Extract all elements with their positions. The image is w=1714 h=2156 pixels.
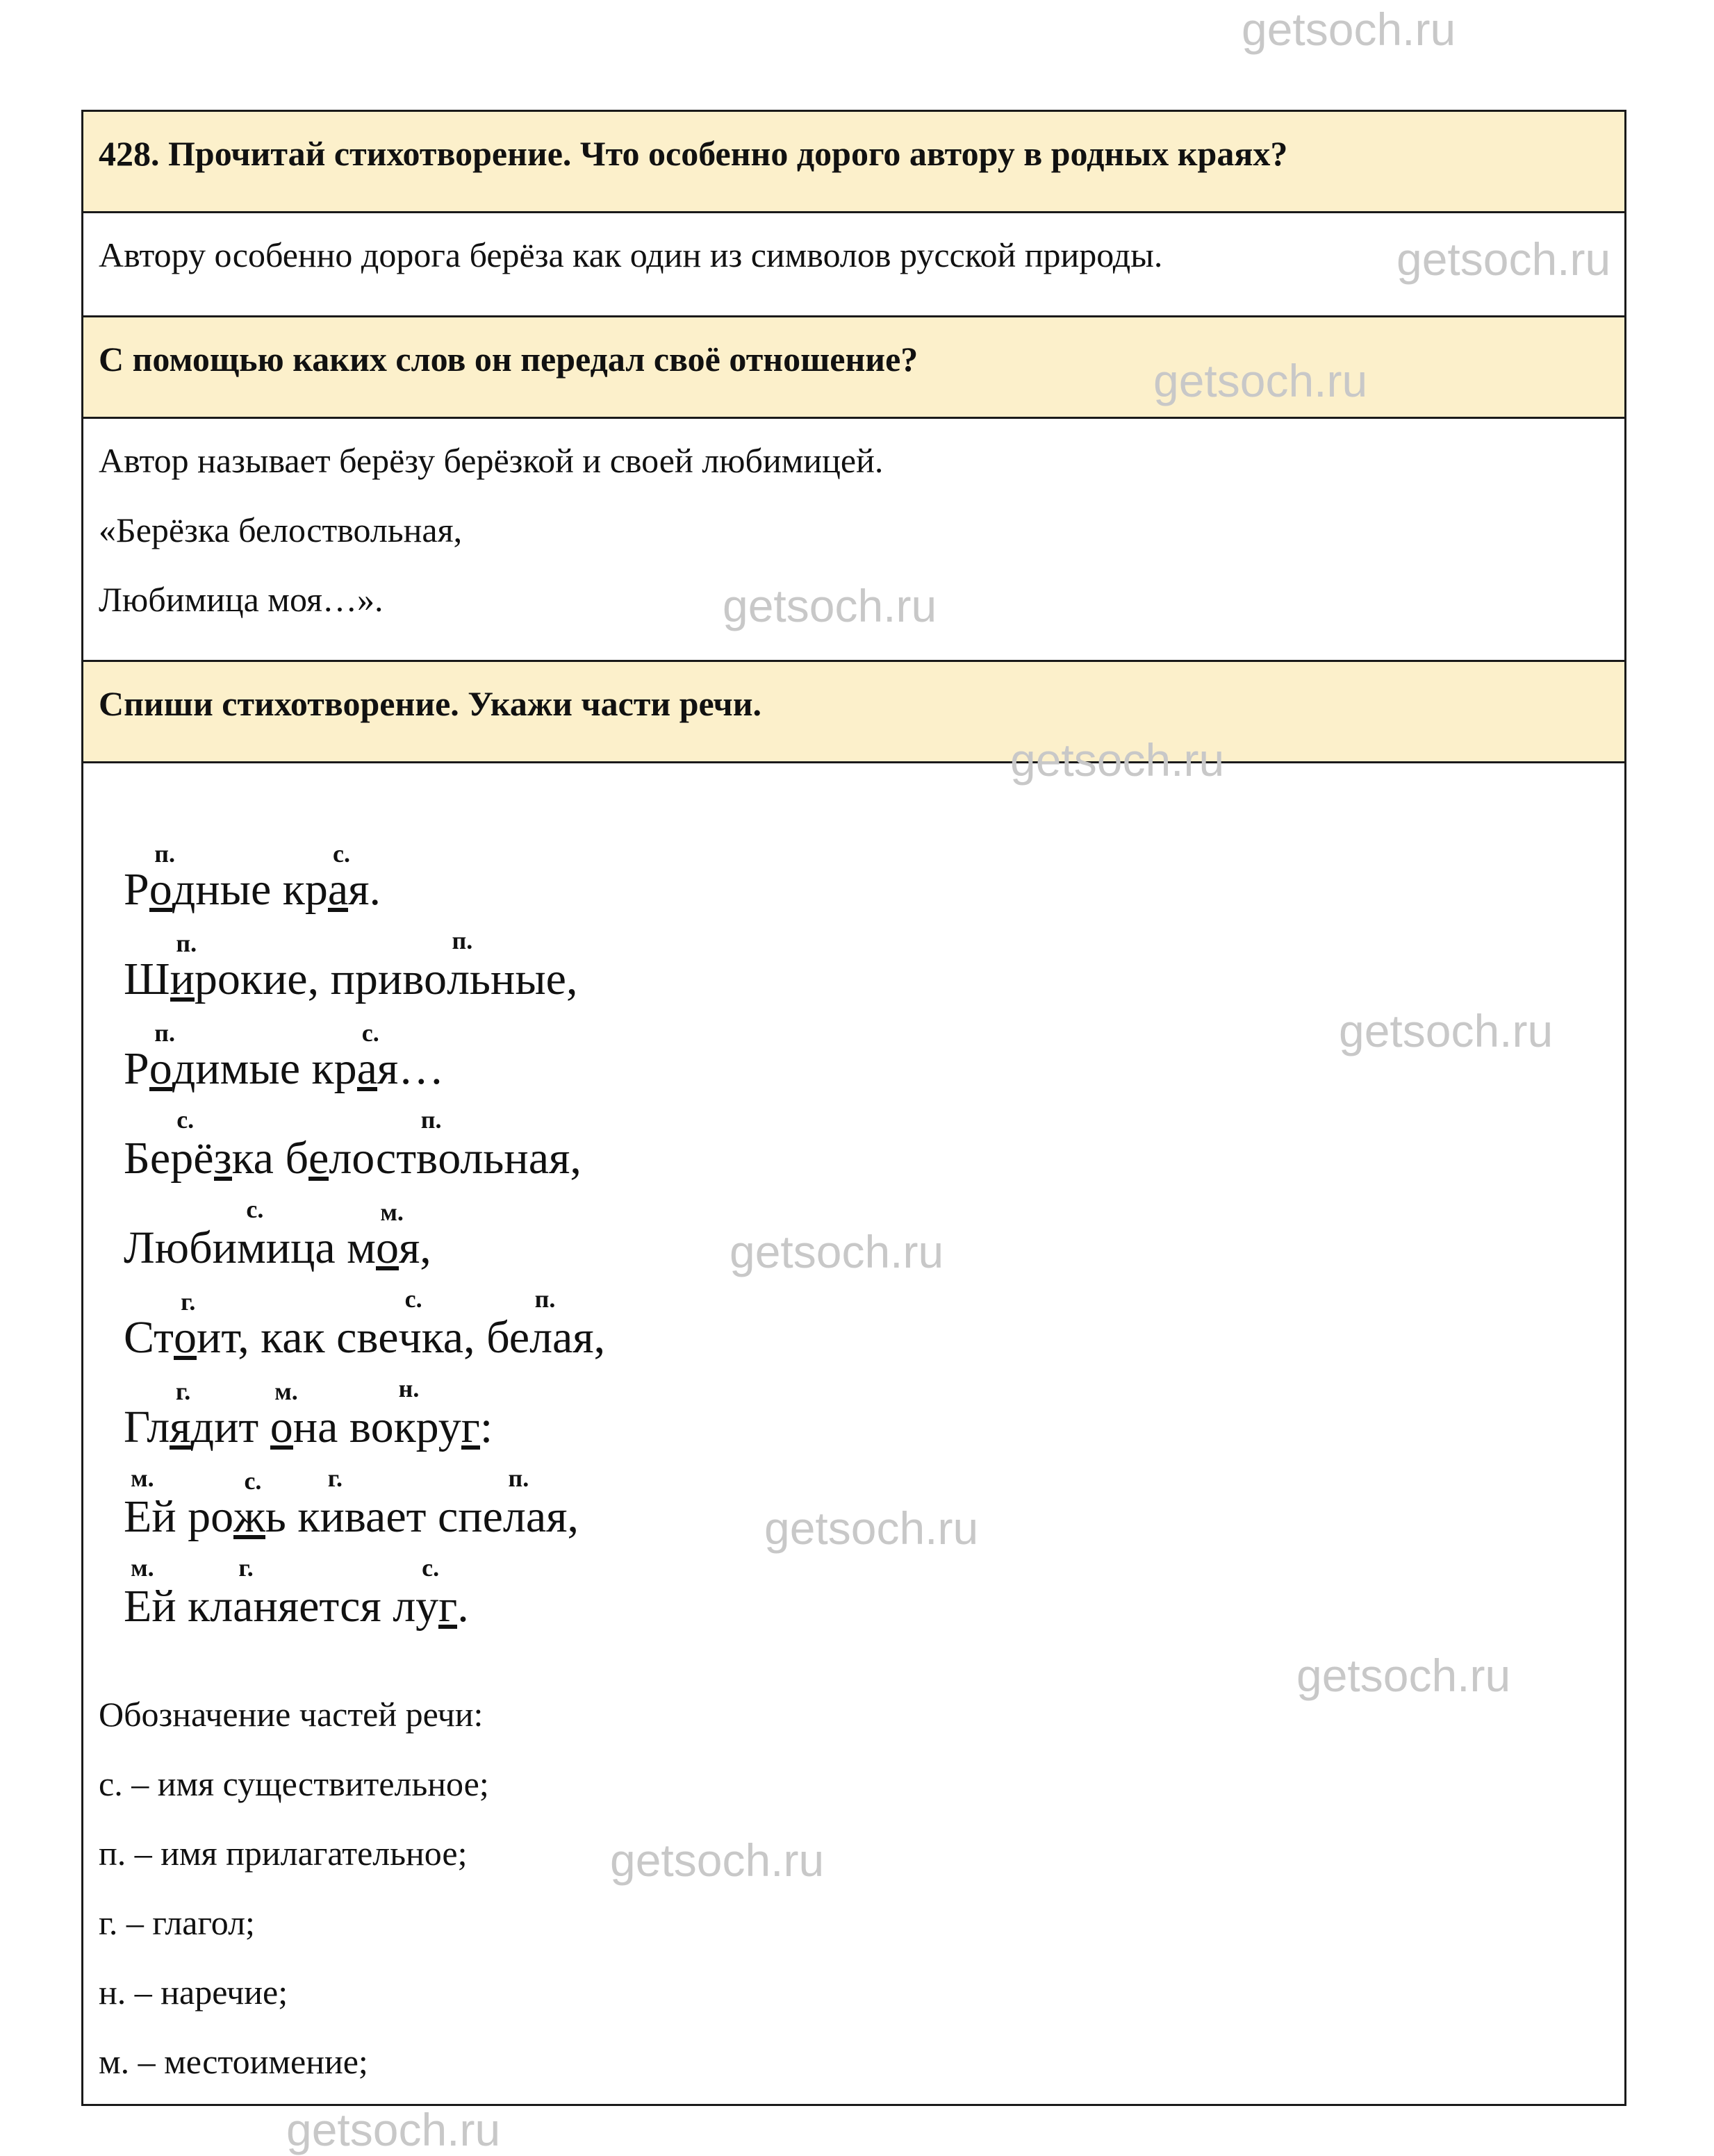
answer-2 [83, 419, 1624, 662]
poem-text: димые кр [172, 1043, 357, 1094]
watermark: getsoch.ru [610, 1834, 825, 1886]
poem-text: к н. [393, 1375, 420, 1452]
watermark: getsoch.ru [1010, 734, 1225, 786]
question-3: Спиши стихотворение. Укажи части речи. [99, 684, 762, 723]
part-of-speech-label: п. [452, 927, 473, 954]
poem-text: вает спе [344, 1491, 503, 1542]
question-2: С помощью каких слов он передал своё отношение? [99, 340, 918, 379]
parts-of-speech-legend [99, 1693, 1609, 2082]
poem-text: и г. [320, 1464, 345, 1542]
poem-text: ая, [552, 1312, 606, 1363]
part-of-speech-label: с. [361, 1019, 379, 1047]
question-2-row [83, 317, 1624, 419]
poem-line [124, 1005, 444, 1095]
part-of-speech-label: с. [244, 1467, 262, 1495]
part-of-speech-label: п. [154, 840, 176, 868]
answer-text: Автору особенно дорога берёза как один из символов русской природы. [99, 235, 1163, 274]
legend-item: г. – глагол; [99, 1903, 255, 1942]
poem-text: а г. [233, 1554, 254, 1632]
poem-text: ая, [525, 1491, 579, 1542]
poem-text: й ро [151, 1491, 234, 1542]
underlined-letter: о м. [375, 1198, 404, 1273]
answer-quote-line: «Берёзка белоствольная, [99, 511, 463, 549]
part-of-speech-label: с. [246, 1195, 264, 1223]
legend-item: н. – наречие; [99, 1973, 288, 2012]
poem-text: л п. [446, 927, 473, 1004]
poem-text: на во [292, 1402, 394, 1452]
part-of-speech-label: п. [534, 1285, 556, 1313]
part-of-speech-label: с. [176, 1106, 195, 1134]
legend-item: п. – имя прилагательное; [99, 1834, 468, 1873]
poem-text: ка б [231, 1133, 309, 1184]
underlined-letter: о г. [174, 1288, 197, 1363]
question-1: 428. Прочитай стихотворение. Что особенно дорого автору в родных краях? [99, 134, 1288, 173]
poem-text: ица м [265, 1222, 376, 1273]
part-of-speech-label: м. [131, 1464, 154, 1492]
poem-line [124, 1543, 469, 1632]
poem-text: ьные, [469, 954, 578, 1004]
poem-text: Люби [124, 1222, 237, 1273]
poem-text: Р [124, 1043, 149, 1094]
answer-1 [83, 213, 1624, 317]
poem-line [124, 1274, 605, 1363]
legend-item: с. – имя существительное; [99, 1764, 489, 1803]
poem-text: Ст [124, 1312, 174, 1363]
poem-text: я. [348, 864, 381, 915]
poem-text: Р [124, 864, 149, 915]
poem-text: м с. [236, 1195, 266, 1273]
poem-text: ч с. [398, 1285, 422, 1363]
underlined-letter: з [213, 1133, 232, 1184]
watermark: getsoch.ru [286, 2104, 501, 2155]
answer-text: Автор называет берёзу берёзкой и своей любимицей. [99, 441, 884, 480]
poem-text: ит, как све [197, 1312, 399, 1363]
part-of-speech-label: п. [420, 1106, 442, 1134]
watermark: getsoch.ru [1242, 3, 1456, 55]
part-of-speech-label: п. [176, 929, 197, 957]
poem-text: лост [329, 1133, 417, 1184]
legend-title: Обозначение частей речи: [99, 1695, 484, 1734]
watermark: getsoch.ru [723, 580, 937, 631]
poem-text: ь к [265, 1491, 320, 1542]
watermark: getsoch.ru [730, 1226, 944, 1277]
part-of-speech-label: г. [175, 1377, 191, 1405]
watermark: getsoch.ru [1296, 1650, 1511, 1701]
part-of-speech-label: с. [332, 840, 350, 868]
poem-text: л п. [529, 1285, 556, 1363]
poem-text: я… [377, 1043, 445, 1094]
exercise-table [81, 110, 1626, 2106]
underlined-letter: о м. [270, 1377, 298, 1452]
underlined-letter: о п. [149, 840, 176, 915]
poem-text: ё [193, 1133, 214, 1184]
part-of-speech-label: м. [380, 1198, 404, 1226]
poem-text: в п. [416, 1106, 442, 1184]
answer-quote-line: Любимица моя…». [99, 580, 384, 619]
poem-text: р с. [170, 1106, 195, 1184]
poem-line [124, 1184, 431, 1274]
watermark: getsoch.ru [764, 1502, 979, 1554]
poem-text: дные кр [172, 864, 328, 915]
part-of-speech-label: г. [238, 1554, 254, 1582]
part-of-speech-label: м. [274, 1377, 298, 1405]
underlined-letter: о п. [149, 1019, 176, 1094]
poem-text: Е м. [124, 1464, 154, 1542]
poem-text: й кл [151, 1581, 233, 1632]
poem-text: Гл [124, 1402, 170, 1452]
watermark: getsoch.ru [1339, 1005, 1554, 1056]
watermark: getsoch.ru [1396, 233, 1611, 285]
part-of-speech-label: п. [508, 1464, 529, 1492]
legend-item: м. – местоимение; [99, 2042, 368, 2081]
part-of-speech-label: г. [327, 1464, 343, 1492]
underlined-letter: а с. [356, 1019, 379, 1094]
poem-text: Ш [124, 954, 170, 1004]
underlined-letter: г [461, 1402, 480, 1452]
part-of-speech-label: п. [154, 1019, 176, 1047]
poem-line [124, 1363, 493, 1453]
underlined-letter: я г. [170, 1377, 191, 1452]
poem-text: рокие, приво [194, 954, 447, 1004]
part-of-speech-label: м. [131, 1554, 154, 1582]
annotated-poem [99, 784, 1609, 1632]
underlined-letter: е [308, 1133, 329, 1184]
poem-line [124, 1095, 582, 1184]
part-of-speech-label: г. [181, 1288, 196, 1316]
poem-line [124, 826, 381, 915]
question-1-row [83, 112, 1624, 213]
part-of-speech-label: с. [422, 1554, 440, 1582]
part-of-speech-label: н. [398, 1375, 420, 1402]
poem-text: : [479, 1402, 493, 1452]
poem-text: . [457, 1581, 469, 1632]
answer-3 [83, 763, 1624, 2104]
poem-text: Е м. [124, 1554, 154, 1632]
poem-text: ольная, [438, 1133, 582, 1184]
poem-text: няется л [253, 1581, 416, 1632]
poem-text: л п. [502, 1464, 529, 1542]
poem-line [124, 915, 577, 1005]
underlined-letter: и п. [170, 929, 197, 1004]
poem-line [124, 1453, 579, 1543]
underlined-letter: а с. [327, 840, 350, 915]
underlined-letter: г [438, 1581, 458, 1632]
question-3-row [83, 662, 1624, 763]
poem-text: ка, бе [421, 1312, 530, 1363]
poem-text: у с. [415, 1554, 440, 1632]
poem-text: Бе [124, 1133, 171, 1184]
part-of-speech-label: с. [404, 1285, 422, 1313]
poem-text: дит [190, 1402, 270, 1452]
underlined-letter: ж с. [233, 1467, 265, 1542]
watermark: getsoch.ru [1153, 355, 1368, 406]
poem-text: ру [415, 1402, 461, 1452]
poem-text: я, [398, 1222, 431, 1273]
